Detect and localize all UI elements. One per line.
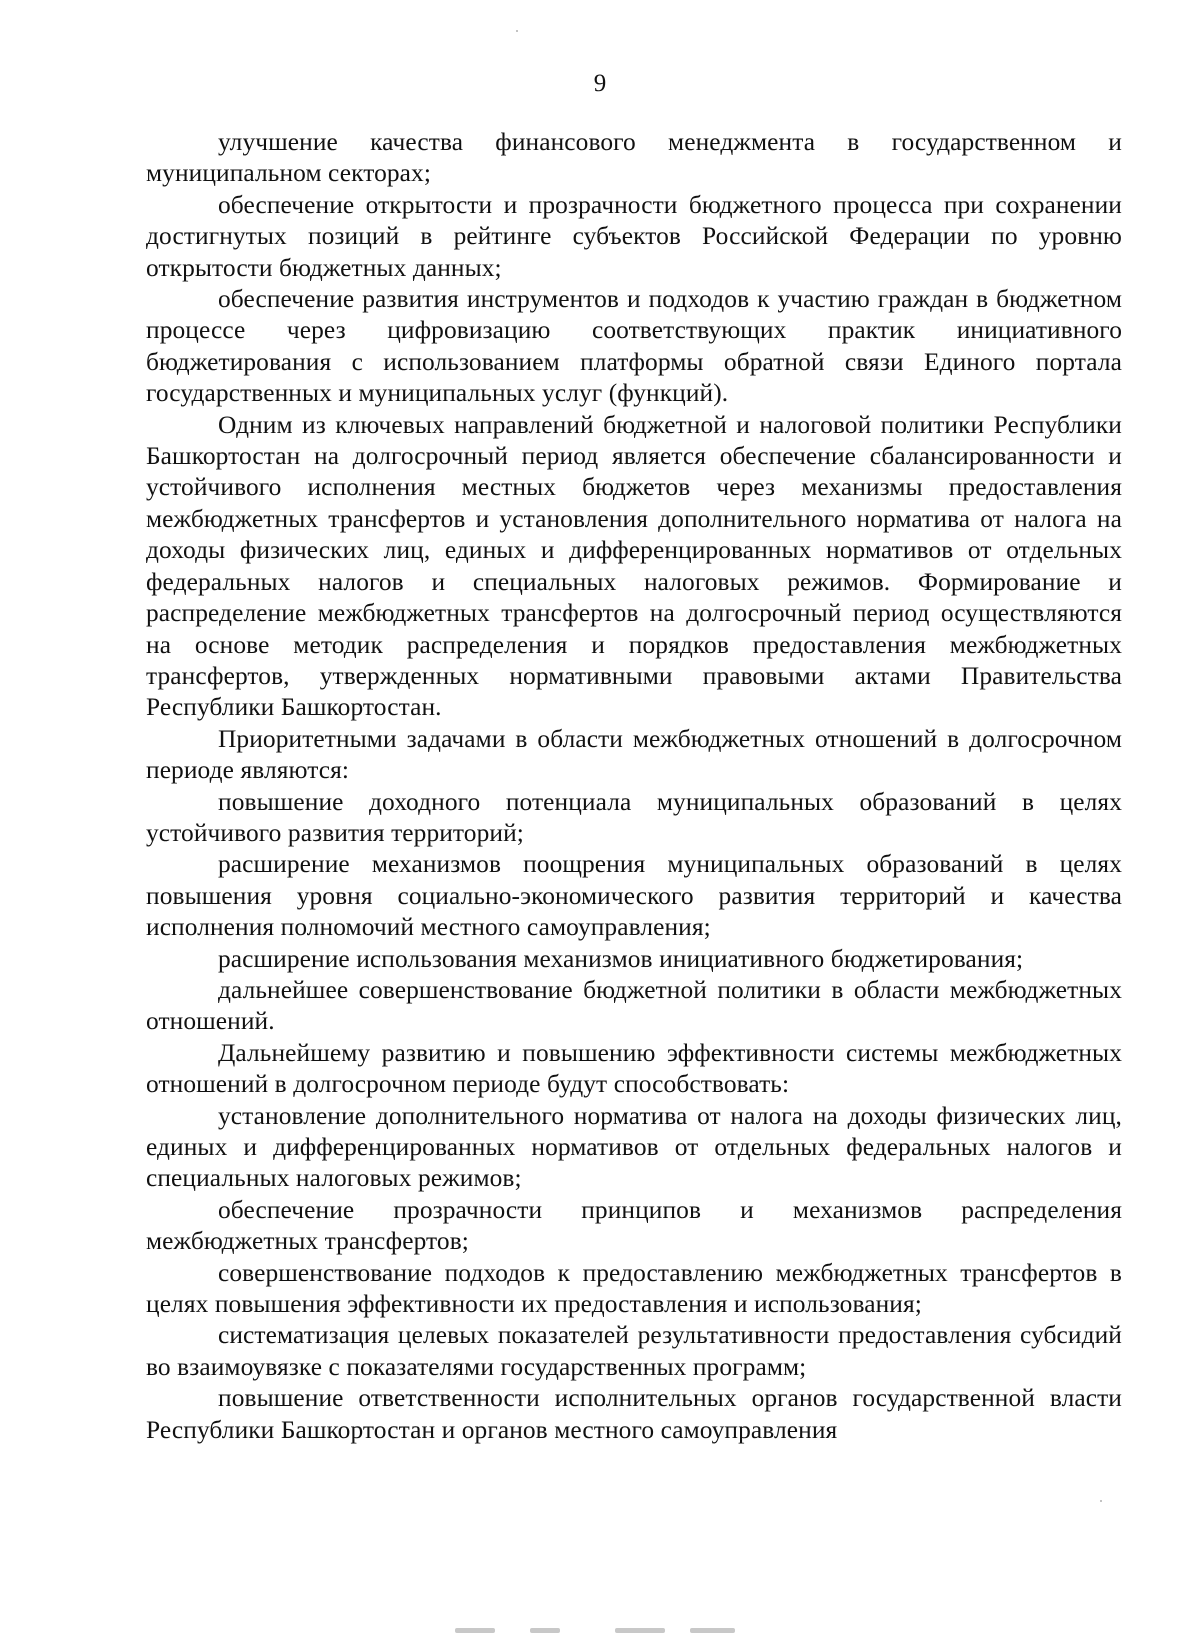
paragraph-target-indicators: систематизация целевых показателей результативности предоставления субсидий во взаимоувязке с показателями государственных программ;	[146, 1321, 1122, 1381]
paragraph-budget-transparency: обеспечение открытости и прозрачности бюджетного процесса при сохранении достигнутых позиций в рейтинге субъектов Российской Федерации по уровню открытости бюджетных данных;	[146, 190, 1122, 282]
paragraph-system-development: Дальнейшему развитию и повышению эффективности системы межбюджетных отношений в долгосрочном периоде будут способствовать:	[146, 1038, 1122, 1099]
scan-artifact	[530, 1628, 560, 1633]
scan-artifact	[455, 1628, 495, 1633]
paragraph-additional-standard: установление дополнительного норматива от налога на доходы физических лиц, единых и дифференцированных нормативов от отдельных федеральных налогов и специальных налоговых режимов;	[146, 1101, 1122, 1193]
scan-artifact	[690, 1628, 735, 1633]
paragraph-income-potential: повышение доходного потенциала муниципальных образований в целях устойчивого развития территорий;	[146, 787, 1122, 847]
paragraph-responsibility: повышение ответственности исполнительных органов государственной власти Республики Башкортостан и органов местного самоуправления	[146, 1384, 1122, 1444]
paragraph-transfer-transparency: обеспечение прозрачности принципов и механизмов распределения межбюджетных трансфертов;	[146, 1195, 1122, 1256]
scan-artifact	[615, 1628, 665, 1633]
paragraph-policy-improvement: дальнейшее совершенствование бюджетной политики в области межбюджетных отношений.	[146, 975, 1122, 1036]
paragraph-key-directions: Одним из ключевых направлений бюджетной и налоговой политики Республики Башкортостан на долгосрочный период является обеспечение сбалансированности и устойчивого исполнения местных бюджетов через механизмы предоставления межбюджетных трансфертов и установления дополнительного норматива от налога на доходы физических лиц, единых и дифференцированных нормативов от отдельных федеральных налогов и специальных налоговых режимов. Формирование и распределение межбюджетных трансфертов на долгосрочный период осуществляются на основе методик распределения и порядков предоставления межбюджетных трансфертов, утвержденных нормативными правовыми актами Правительства Республики Башкортостан.	[146, 410, 1122, 722]
document-body	[146, 127, 1122, 1446]
paragraph-transfer-approaches: совершенствование подходов к предоставлению межбюджетных трансфертов в целях повышения эффективности их предоставления и использования;	[146, 1258, 1122, 1319]
paragraph-financial-management: улучшение качества финансового менеджмента в государственном и муниципальном секторах;	[146, 128, 1122, 188]
paragraph-citizen-participation: обеспечение развития инструментов и подходов к участию граждан в бюджетном процессе через цифровизацию соответствующих практик инициативного бюджетирования с использованием платформы обратной связи Единого портала государственных и муниципальных услуг (функций).	[146, 285, 1122, 408]
page-number: 9	[593, 70, 607, 97]
paragraph-initiative-budgeting: расширение использования механизмов инициативного бюджетирования;	[218, 944, 1024, 973]
scan-speck	[516, 30, 518, 32]
paragraph-incentive-mechanisms: расширение механизмов поощрения муниципальных образований в целях повышения уровня социально-экономического развития территорий и качества исполнения полномочий местного самоуправления;	[146, 850, 1122, 942]
scan-speck	[1100, 1500, 1102, 1502]
paragraph-priority-tasks: Приоритетными задачами в области межбюджетных отношений в долгосрочном периоде являются:	[146, 724, 1122, 785]
